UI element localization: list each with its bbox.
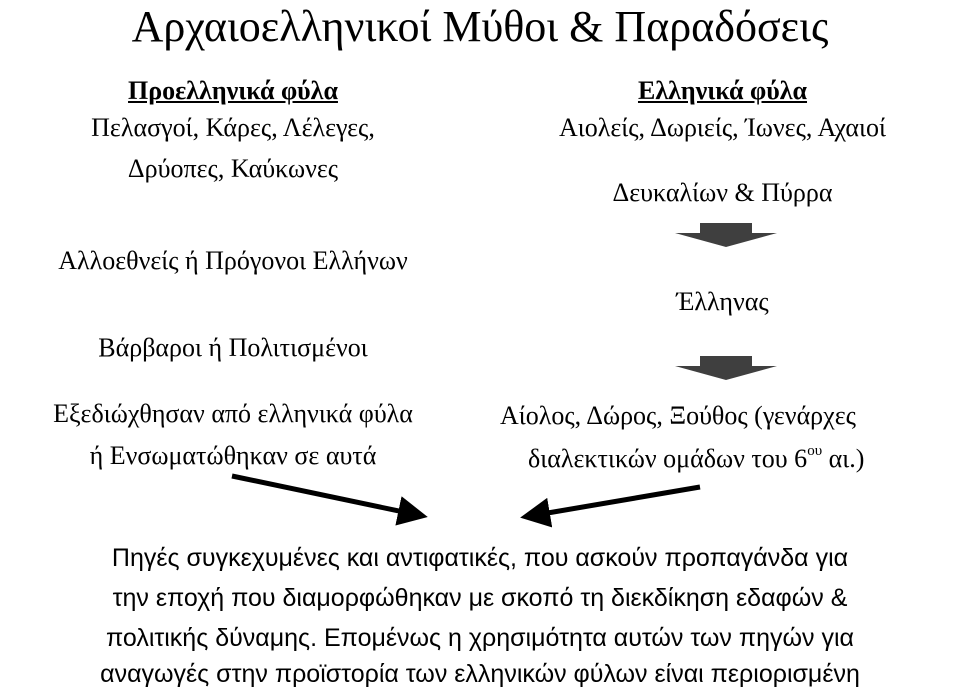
pre-hellenic-tribes-line-2: Δρύοπες, Καύκωνες [127,154,339,183]
barbarians-or-civilized-label: Βάρβαροι ή Πολιτισμένοι [98,333,368,362]
hellenic-heading: Ελληνικά φύλα [637,76,808,105]
down-arrow-1-icon [675,223,777,247]
left-converging-arrow-icon [232,476,418,515]
right-converging-arrow-icon [530,487,700,516]
sons-line-2-main: διαλεκτικών ομάδων του 6 [528,444,808,473]
fate-line-1: Εξεδιώχθησαν από ελληνικά φύλα [53,399,413,428]
conclusion-line-4: αναγωγές στην προϊστορία των ελληνικών φύλων είναι περιορισμένη [100,660,860,688]
sons-line-2-end: αι.) [822,444,865,473]
pre-hellenic-heading: Προελληνικά φύλα [128,76,338,105]
deucalion-pyrrha: Δευκαλίων & Πύρρα [612,178,833,207]
sons-line-1: Αίολος, Δώρος, Ξούθος (γενάρχες [500,401,856,430]
down-arrow-2-icon [675,356,777,380]
conclusion-line-3: πολιτικής δύναμης. Επομένως η χρησιμότητα αυτών των πηγών για [106,624,854,652]
fate-line-2: ή Ενσωματώθηκαν σε αυτά [89,441,377,470]
foreign-or-ancestors-label: Αλλοεθνείς ή Πρόγονοι Ελλήνων [58,246,408,275]
hellenic-tribes: Αιολείς, Δωριείς, Ίωνες, Αχαιοί [558,113,887,142]
sons-line-2-superscript: ου [807,443,823,459]
conclusion-line-1: Πηγές συγκεχυμένες και αντιφατικές, που ασκούν προπαγάνδα για [111,544,849,572]
pre-hellenic-tribes-line-1: Πελασγοί, Κάρες, Λέλεγες, [91,113,375,142]
conclusion-line-2: την εποχή που διαμορφώθηκαν με σκοπό τη διεκδίκηση εδαφών & [112,584,848,612]
hellen-label: Έλληνας [676,287,769,316]
page-title: Αρχαιοελληνικοί Μύθοι & Παραδόσεις [131,2,829,51]
